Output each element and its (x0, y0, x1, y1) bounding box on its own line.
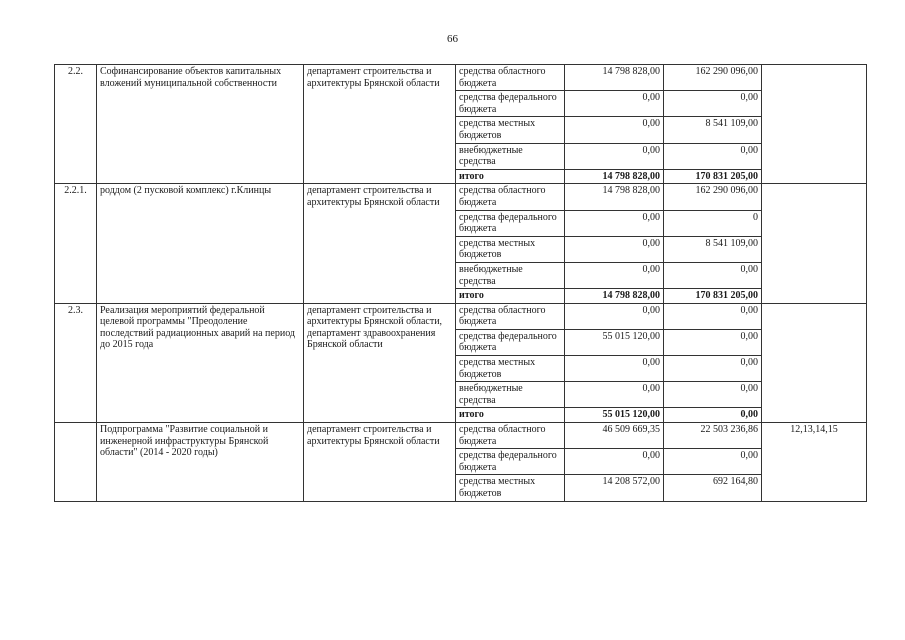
section-name: Подпрограмма "Развитие социальной и инженерной инфраструктуры Брянской области" (2014 - 2020 годы) (97, 423, 304, 502)
funding-source: средства федерального бюджета (456, 449, 565, 475)
page-number: 66 (447, 33, 458, 45)
amount-value-2: 0,00 (664, 303, 762, 329)
table-row (55, 65, 867, 91)
amount-value-2: 0,00 (664, 329, 762, 355)
funding-source: средства областного бюджета (456, 423, 565, 449)
amount-value-1: 0,00 (565, 262, 664, 288)
amount-value-1: 14 798 828,00 (565, 65, 664, 91)
amount-value-1: 0,00 (565, 236, 664, 262)
amount-value-2: 0,00 (664, 356, 762, 382)
funding-source: внебюджетные средства (456, 143, 565, 169)
funding-source: средства местных бюджетов (456, 236, 565, 262)
amount-value-1: 55 015 120,00 (565, 329, 664, 355)
section-name: Софинансирование объектов капитальных вложений муниципальной собственности (97, 65, 304, 184)
section-number: 2.2. (55, 65, 97, 184)
indicator-numbers: 12,13,14,15 (762, 423, 867, 502)
funding-source: итого (456, 289, 565, 304)
section-number: 2.3. (55, 303, 97, 422)
indicator-numbers (762, 184, 867, 303)
section-number: 2.2.1. (55, 184, 97, 303)
amount-value-1: 0,00 (565, 210, 664, 236)
amount-value-2: 162 290 096,00 (664, 184, 762, 210)
funding-source: итого (456, 169, 565, 184)
funding-source: средства местных бюджетов (456, 117, 565, 143)
amount-value-2: 0,00 (664, 382, 762, 408)
amount-value-2: 8 541 109,00 (664, 117, 762, 143)
amount-value-1: 0,00 (565, 356, 664, 382)
amount-value-1: 14 798 828,00 (565, 289, 664, 304)
budget-table (54, 64, 867, 502)
amount-value-1: 55 015 120,00 (565, 408, 664, 423)
amount-value-1: 0,00 (565, 382, 664, 408)
section-executor: департамент строительства и архитектуры Брянской области, департамент здравоохранения Брянской области (304, 303, 456, 422)
amount-value-1: 0,00 (565, 117, 664, 143)
amount-value-2: 0,00 (664, 262, 762, 288)
amount-value-2: 0,00 (664, 143, 762, 169)
table-row (55, 423, 867, 449)
funding-source: внебюджетные средства (456, 382, 565, 408)
section-name: Реализация мероприятий федеральной целевой программы "Преодоление последствий радиационных аварий на период до 2015 года (97, 303, 304, 422)
amount-value-1: 0,00 (565, 449, 664, 475)
amount-value-2: 0,00 (664, 449, 762, 475)
amount-value-2: 162 290 096,00 (664, 65, 762, 91)
amount-value-1: 46 509 669,35 (565, 423, 664, 449)
amount-value-2: 692 164,80 (664, 475, 762, 501)
section-number (55, 423, 97, 502)
section-name: роддом (2 пусковой комплекс) г.Клинцы (97, 184, 304, 303)
funding-source: средства федерального бюджета (456, 91, 565, 117)
funding-source: средства местных бюджетов (456, 475, 565, 501)
amount-value-1: 14 798 828,00 (565, 169, 664, 184)
budget-table-body (55, 65, 867, 502)
amount-value-2: 8 541 109,00 (664, 236, 762, 262)
section-executor: департамент строительства и архитектуры Брянской области (304, 423, 456, 502)
amount-value-1: 14 798 828,00 (565, 184, 664, 210)
section-executor: департамент строительства и архитектуры Брянской области (304, 65, 456, 184)
funding-source: средства областного бюджета (456, 184, 565, 210)
indicator-numbers (762, 65, 867, 184)
amount-value-1: 0,00 (565, 303, 664, 329)
funding-source: итого (456, 408, 565, 423)
amount-value-2: 0,00 (664, 408, 762, 423)
section-executor: департамент строительства и архитектуры Брянской области (304, 184, 456, 303)
indicator-numbers (762, 303, 867, 422)
amount-value-2: 22 503 236,86 (664, 423, 762, 449)
table-row (55, 303, 867, 329)
amount-value-2: 170 831 205,00 (664, 169, 762, 184)
funding-source: средства федерального бюджета (456, 210, 565, 236)
amount-value-1: 0,00 (565, 143, 664, 169)
funding-source: внебюджетные средства (456, 262, 565, 288)
funding-source: средства областного бюджета (456, 303, 565, 329)
funding-source: средства областного бюджета (456, 65, 565, 91)
amount-value-1: 0,00 (565, 91, 664, 117)
amount-value-2: 170 831 205,00 (664, 289, 762, 304)
funding-source: средства местных бюджетов (456, 356, 565, 382)
amount-value-2: 0,00 (664, 91, 762, 117)
amount-value-1: 14 208 572,00 (565, 475, 664, 501)
funding-source: средства федерального бюджета (456, 329, 565, 355)
amount-value-2: 0 (664, 210, 762, 236)
table-row (55, 184, 867, 210)
